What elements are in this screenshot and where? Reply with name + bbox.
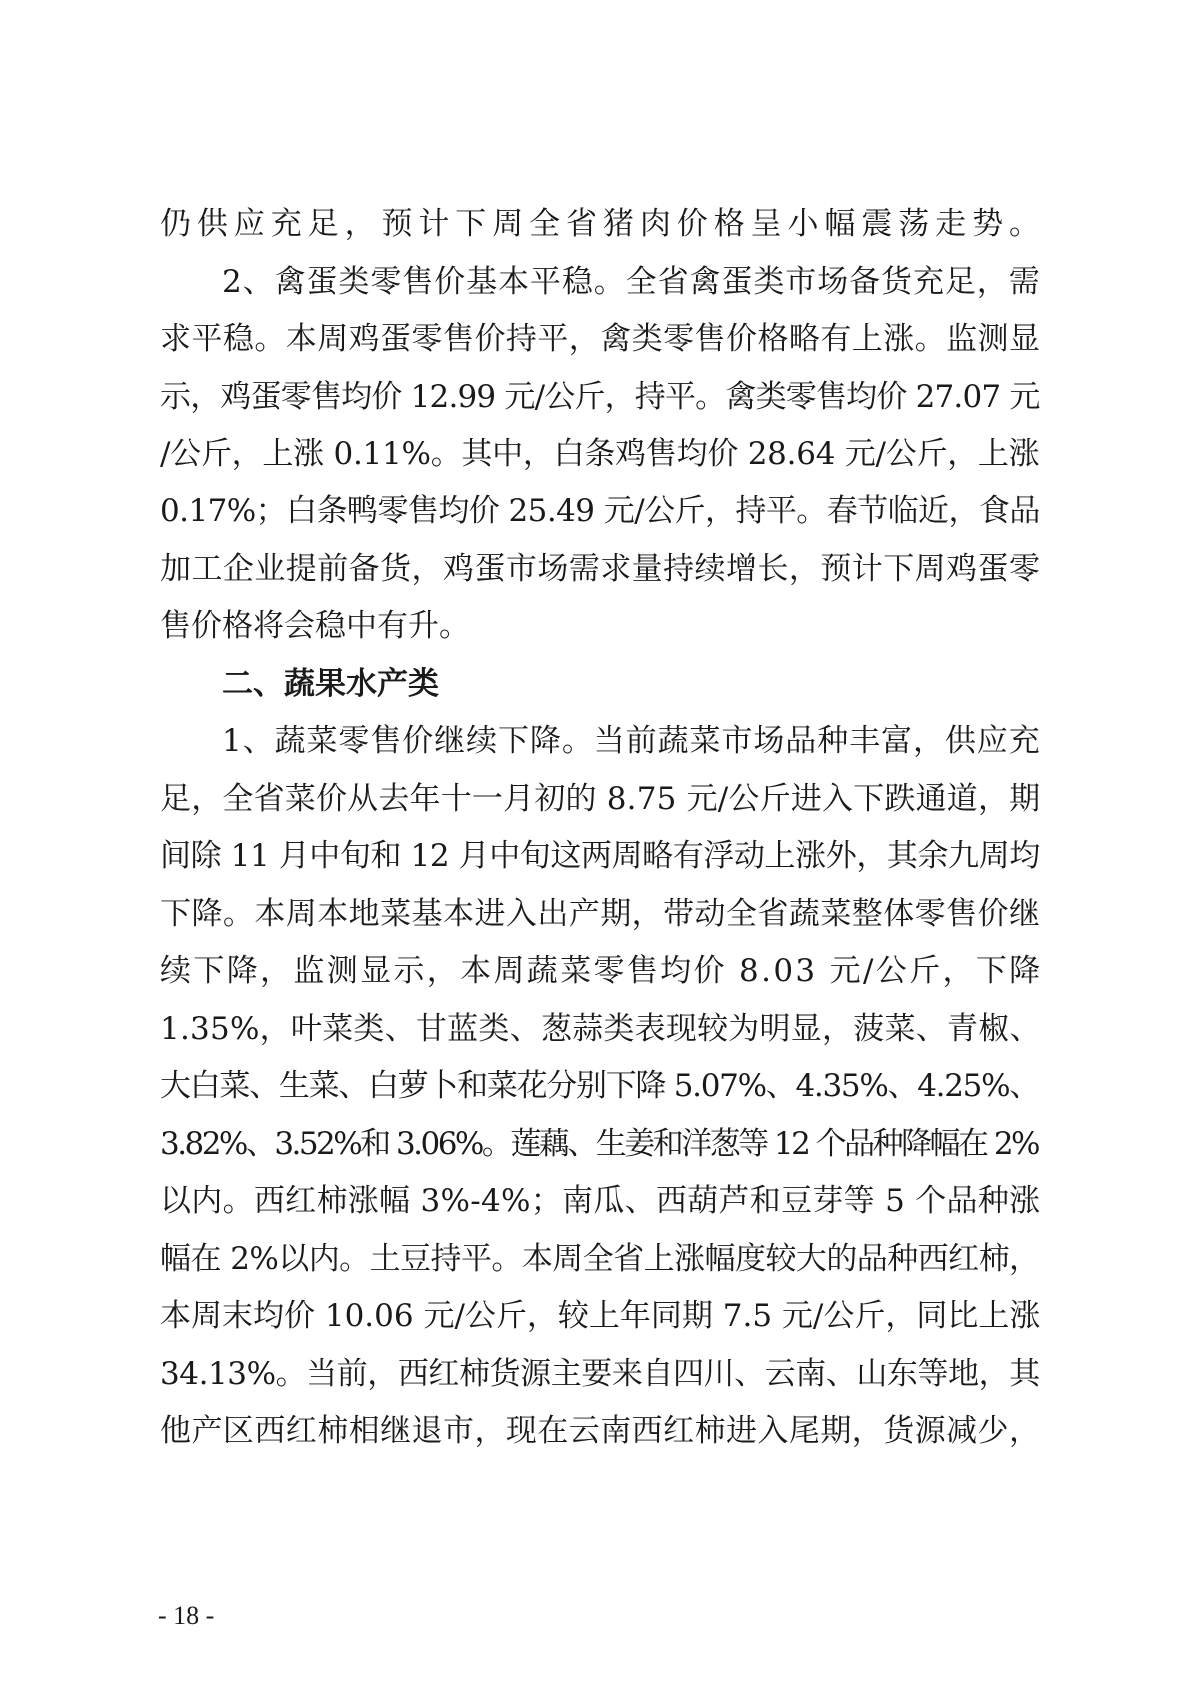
text-line: 幅在 2%以内。土豆持平。本周全省上涨幅度较大的品种西红柿， xyxy=(160,1241,1040,1277)
text-line: 本周末均价 10.06 元/公斤，较上年同期 7.5 元/公斤，同比上涨 xyxy=(160,1298,1041,1334)
text-line: /公斤，上涨 0.11%。其中，白条鸡售均价 28.64 元/公斤，上涨 xyxy=(160,436,1040,472)
text-line: 足，全省菜价从去年十一月初的 8.75 元/公斤进入下跌通道，期 xyxy=(160,781,1041,817)
paragraph-start: 1、蔬菜零售价继续下降。当前蔬菜市场品种丰富，供应充 xyxy=(222,723,1041,759)
text-line: 下降。本周本地菜基本进入出产期，带动全省蔬菜整体零售价继 xyxy=(160,896,1041,932)
text-line: 他产区西红柿相继退市，现在云南西红柿进入尾期，货源减少， xyxy=(160,1413,1041,1449)
page-number: - 18 - xyxy=(158,1601,215,1630)
text-line: 续下降，监测显示，本周蔬菜零售均价 8.03 元/公斤，下降 xyxy=(160,953,1043,989)
text-line: 0.17%；白条鸭零售均价 25.49 元/公斤，持平。春节临近，食品 xyxy=(160,493,1040,529)
text-line: 34.13%。当前，西红柿货源主要来自四川、云南、山东等地，其 xyxy=(160,1356,1040,1392)
text-line: 仍供应充足，预计下周全省猪肉价格呈小幅震荡走势。 xyxy=(160,206,1046,242)
text-line: 加工企业提前备货，鸡蛋市场需求量持续增长，预计下周鸡蛋零 xyxy=(160,551,1041,587)
text-line: 1.35%，叶菜类、甘蓝类、葱蒜类表现较为明显，菠菜、青椒、 xyxy=(160,1011,1041,1047)
paragraph-start: 2、禽蛋类零售价基本平稳。全省禽蛋类市场备货充足，需 xyxy=(222,264,1041,300)
text-line: 求平稳。本周鸡蛋零售价持平，禽类零售价格略有上涨。监测显 xyxy=(160,321,1041,357)
section-heading: 二、蔬果水产类 xyxy=(222,666,439,702)
text-line: 3.82%、3.52%和 3.06%。莲藕、生姜和洋葱等 12 个品种降幅在 2% xyxy=(160,1126,1038,1162)
text-line: 以内。西红柿涨幅 3%-4%；南瓜、西葫芦和豆芽等 5 个品种涨 xyxy=(160,1183,1041,1219)
text-line: 间除 11 月中旬和 12 月中旬这两周略有浮动上涨外，其余九周均 xyxy=(160,838,1040,874)
text-line: 售价格将会稳中有升。 xyxy=(160,608,470,644)
text-line: 大白菜、生菜、白萝卜和菜花分别下降 5.07%、4.35%、4.25%、 xyxy=(160,1068,1040,1104)
text-line: 示，鸡蛋零售均价 12.99 元/公斤，持平。禽类零售均价 27.07 元 xyxy=(160,379,1040,415)
